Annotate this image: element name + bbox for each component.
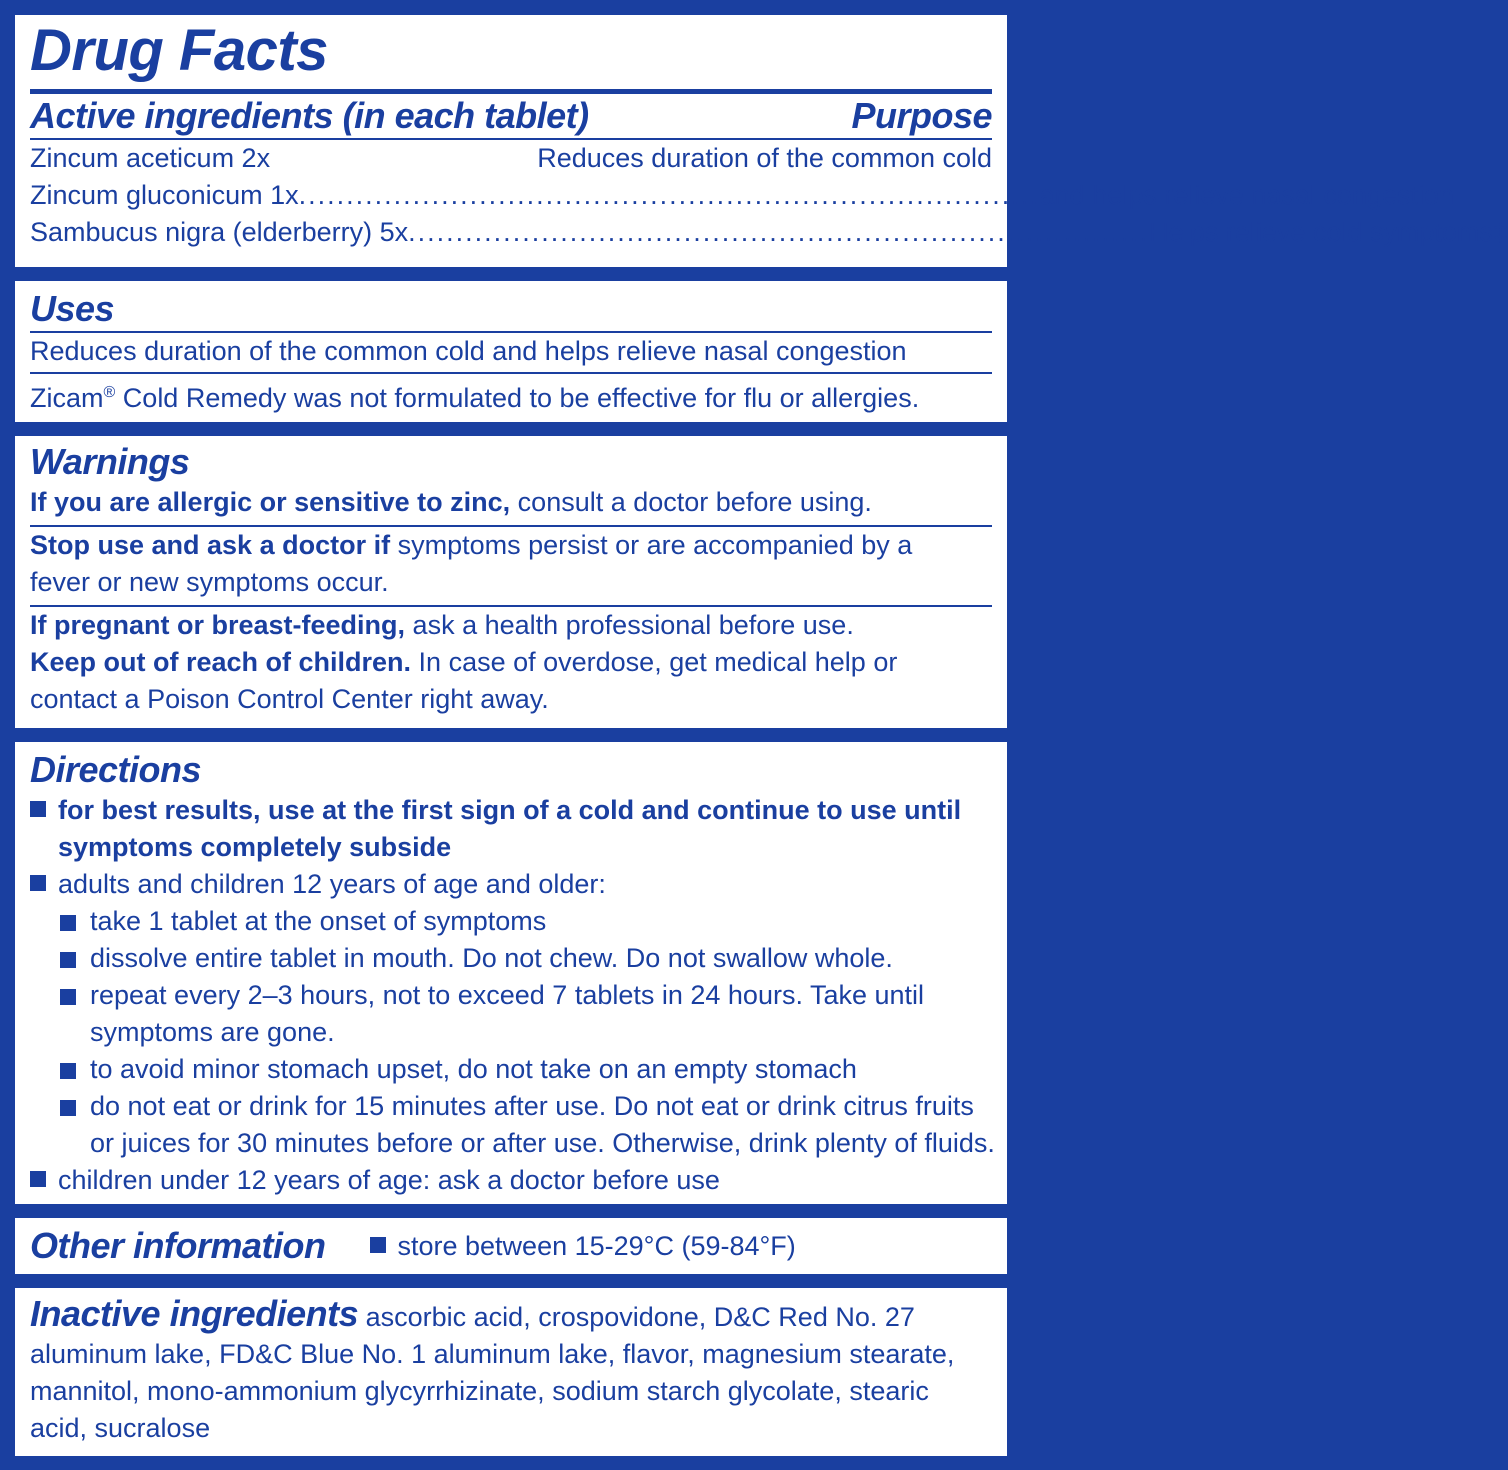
directions-panel xyxy=(15,742,1007,1204)
ingredient-purpose: Reduces duration of the common cold xyxy=(537,143,992,173)
direction-item xyxy=(30,1162,992,1199)
children-warning-text: In case of overdose, get medical help or xyxy=(411,647,898,677)
allergy-warning-text: consult a doctor before using. xyxy=(510,487,872,517)
other-info-row xyxy=(30,1218,992,1274)
direction-subitem-text: dissolve entire tablet in mouth. Do not chew. Do not swallow whole. xyxy=(90,943,893,973)
inactive-ingredients-panel xyxy=(15,1288,1007,1456)
direction-subitem xyxy=(60,1051,992,1088)
square-bullet-icon xyxy=(60,952,76,968)
direction-subitem xyxy=(60,903,992,940)
inactive-ingredients xyxy=(30,1288,990,1447)
direction-item xyxy=(30,866,992,903)
storage-text: store between 15-29°C (59-84°F) xyxy=(397,1230,796,1261)
ingredient-row xyxy=(30,214,1508,251)
leader-dots: .............................................................................. xyxy=(298,180,1040,210)
uses-note-text: Cold Remedy was not formulated to be effective for flu or allergies. xyxy=(115,383,920,413)
registered-mark: ® xyxy=(103,384,116,401)
inactive-ingredients-text: ascorbic acid, crospovidone, D&C Red No. 27 aluminum lake, FD&C Blue No. 1 aluminum lake, flavor, magnesium stearate, mannitol, mono-ammonium glycyrrhizinate, sodium starch glycolate, stearic acid, sucralose xyxy=(30,1302,955,1443)
square-bullet-icon xyxy=(60,1100,76,1116)
warnings-panel xyxy=(15,436,1007,728)
pregnancy-text: ask a health professional before use. xyxy=(405,610,854,640)
direction-subitem-text: do not eat or drink for 15 minutes after use. Do not eat or drink citrus fruits or juices for 30 minutes before or after use. Otherwise, drink plenty of fluids. xyxy=(90,1091,995,1158)
pregnancy-bold: If pregnant or breast-feeding, xyxy=(30,610,406,640)
square-bullet-icon xyxy=(370,1237,386,1253)
square-bullet-icon xyxy=(30,801,46,817)
purpose-heading: Purpose xyxy=(851,95,992,136)
uses-text: Reduces duration of the common cold and helps relieve nasal congestion xyxy=(30,336,907,366)
allergy-warning xyxy=(30,484,992,521)
direction-subitem-text: to avoid minor stomach upset, do not take on an empty stomach xyxy=(90,1054,857,1084)
allergy-warning-bold: If you are allergic or sensitive to zinc, xyxy=(30,487,511,517)
direction-item xyxy=(30,792,992,829)
drug-facts-title: Drug Facts xyxy=(30,18,328,83)
direction-subitem xyxy=(60,977,970,1051)
ingredient-purpose: Helps relieve cold symptoms‡ xyxy=(1149,217,1508,247)
direction-subitem xyxy=(60,940,992,977)
ingredient-purpose: and helps relieve nasal congestion xyxy=(1039,180,1455,210)
other-info-heading: Other information xyxy=(30,1225,326,1266)
direction-text: for best results, use at the first sign of a cold and continue to use until xyxy=(58,795,962,825)
direction-subitem-text: repeat every 2–3 hours, not to exceed 7 tablets in 24 hours. Take until symptoms are gone. xyxy=(90,980,925,1047)
square-bullet-icon xyxy=(60,989,76,1005)
square-bullet-icon xyxy=(30,875,46,891)
stop-use-bold: Stop use and ask a doctor if xyxy=(30,530,391,560)
ingredient-name: Zincum aceticum 2x xyxy=(30,143,271,173)
active-ingredients-heading: Active ingredients (in each tablet) xyxy=(30,95,589,136)
square-bullet-icon xyxy=(60,1063,76,1079)
square-bullet-icon xyxy=(60,915,76,931)
uses-panel xyxy=(15,281,1007,422)
leader-dots: .............................................................................. xyxy=(408,217,1150,247)
storage-item xyxy=(370,1228,796,1265)
stop-use-warning-cont: fever or new symptoms occur. xyxy=(30,567,389,597)
brand-name: Zicam xyxy=(30,383,104,413)
warnings-heading: Warnings xyxy=(30,441,190,482)
directions-heading: Directions xyxy=(30,749,202,790)
uses-heading: Uses xyxy=(30,288,115,329)
stop-use-text: symptoms persist or are accompanied by a xyxy=(390,530,913,560)
ingredient-name: Sambucus nigra (elderberry) 5x xyxy=(30,217,409,247)
direction-subitem xyxy=(60,1088,1000,1162)
stop-use-warning xyxy=(30,527,992,564)
drug-facts-panel xyxy=(15,15,1508,267)
ingredient-name: Zincum gluconicum 1x xyxy=(30,180,299,210)
ingredient-row xyxy=(30,140,992,177)
direction-text: children under 12 years of age: ask a doctor before use xyxy=(58,1165,720,1195)
children-warning-cont: contact a Poison Control Center right away. xyxy=(30,684,549,714)
other-info-panel xyxy=(15,1218,1007,1274)
direction-subitem-text: take 1 tablet at the onset of symptoms xyxy=(90,906,547,936)
children-warning-bold: Keep out of reach of children. xyxy=(30,647,412,677)
direction-item-cont: symptoms completely subside xyxy=(58,832,452,862)
uses-note xyxy=(30,374,992,417)
square-bullet-icon xyxy=(30,1171,46,1187)
pregnancy-warning xyxy=(30,607,992,644)
active-ingredients-header xyxy=(30,94,992,138)
inactive-ingredients-heading: Inactive ingredients xyxy=(30,1293,359,1334)
ingredient-row xyxy=(30,177,1455,214)
children-warning xyxy=(30,644,992,681)
direction-text: adults and children 12 years of age and older: xyxy=(58,869,606,899)
